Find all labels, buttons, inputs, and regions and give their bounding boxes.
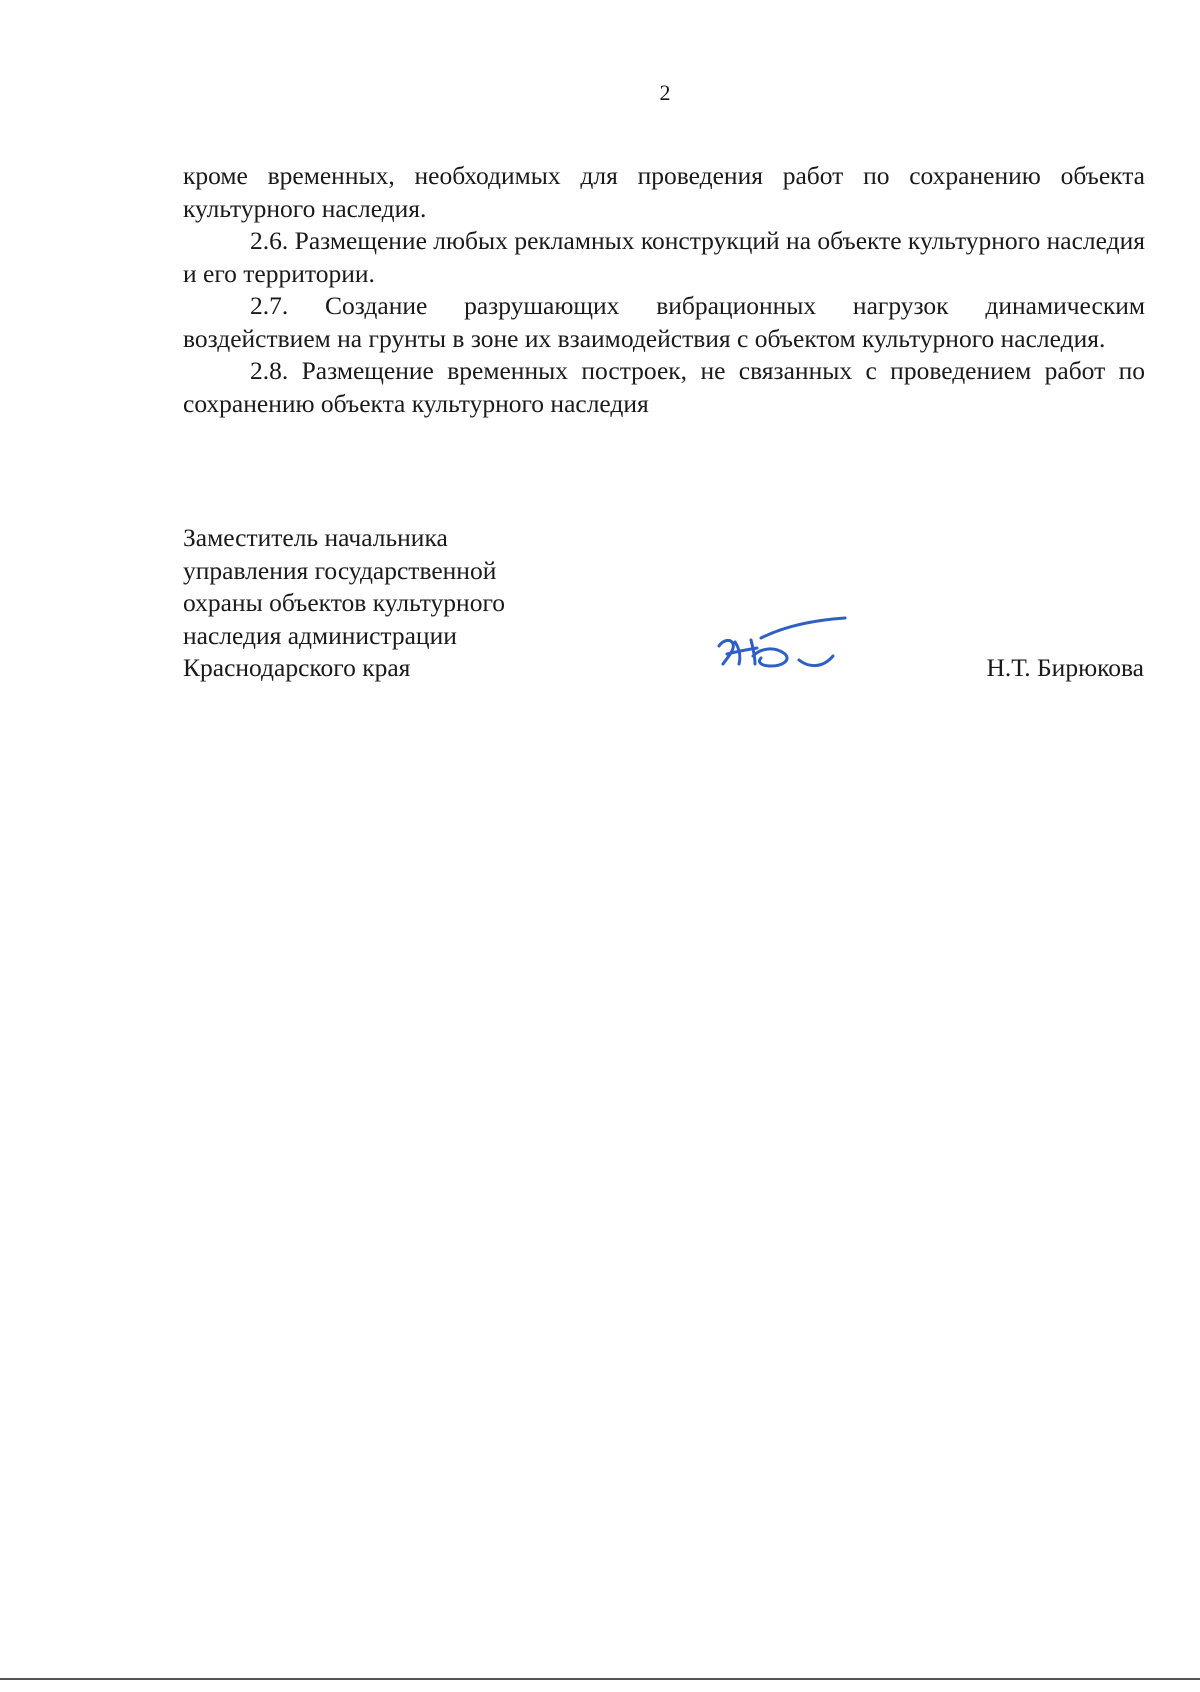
signer-position — [183, 522, 743, 685]
paragraph-continuation: кроме временных, необходимых для проведения работ по сохранению объекта культурного наследия. — [183, 161, 1145, 223]
signer-name: Н.Т. Бирюкова — [986, 653, 1144, 682]
paragraph-2-6: 2.6. Размещение любых рекламных конструкций на объекте культурного наследия и его территории. — [183, 226, 1145, 288]
paragraph-2-8: 2.8. Размещение временных построек, не связанных с проведением работ по сохранению объекта культурного наследия — [183, 356, 1145, 418]
signer-position-line: управления государственной — [183, 555, 497, 585]
page-bottom-border — [0, 1678, 1200, 1680]
signer-position-line: Заместитель начальника — [183, 523, 448, 552]
page-number: 2 — [659, 80, 671, 105]
document-body — [183, 160, 1145, 420]
signer-position-line: охраны объектов культурного — [183, 588, 506, 617]
handwritten-signature-icon — [705, 608, 865, 688]
paragraph-2-7: 2.7. Создание разрушающих вибрационных нагрузок динамическим воздействием на грунты в зоне их взаимодействия с объектом культурного наследия. — [183, 291, 1145, 353]
signer-position-line: наследия администрации — [183, 620, 457, 650]
signer-position-line: Краснодарского края — [183, 653, 411, 682]
